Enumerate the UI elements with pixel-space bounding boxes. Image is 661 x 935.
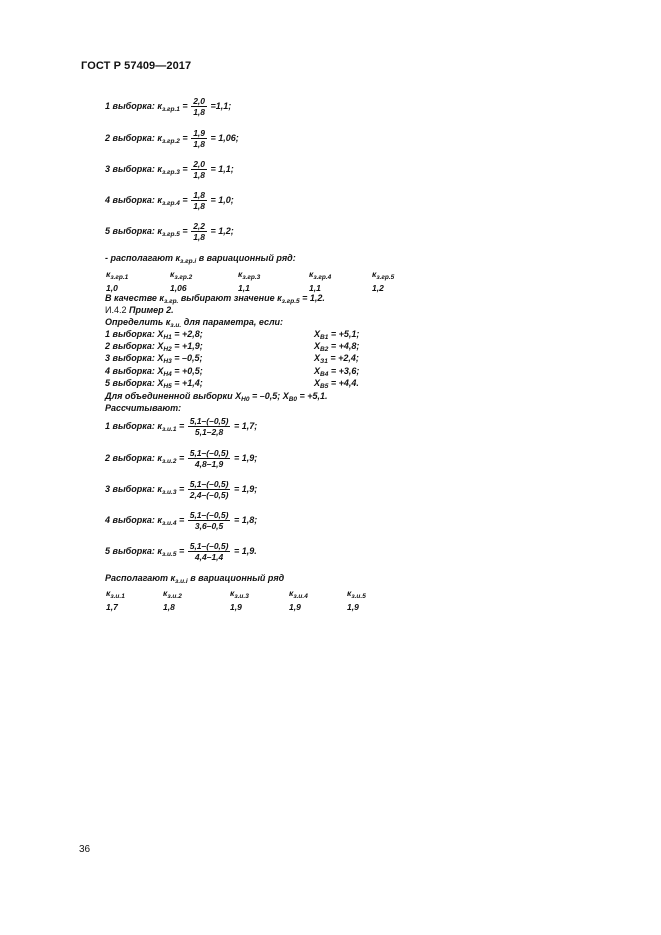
- kzgr-series-item: $к_{з.гр.4}$ 1,1: [309, 269, 332, 293]
- kzgr-series-item: $к_{з.гр.2}$ 1,06: [170, 269, 193, 293]
- kzi-series-item: $к_{з.и.2}$ 1,8: [163, 588, 182, 612]
- calc-label: Рассчитывают:: [105, 403, 182, 413]
- choice-line: В качестве $к_{з.гр.}$ выбирают значение $к_{з.гр.5} = 1,2$.: [105, 293, 325, 305]
- kzgr-series-item: $к_{з.гр.3}$ 1,1: [238, 269, 261, 293]
- kzgr-sample-1: 1 выборка: $к_{з.гр.1}$ = $\frac{2,0}{1,8}$ =1,1;: [105, 96, 232, 117]
- document-header: ГОСТ Р 57409—2017: [81, 60, 192, 72]
- fraction: $\frac{1,9}{1,8}$: [193, 128, 206, 149]
- kzgr-series-intro: - располагают $к_{з.гр.i}$ в вариационный ряд:: [105, 253, 296, 265]
- param-row-b: $X_{B5} = +4,4$.: [314, 378, 359, 390]
- param-row: 5 выборка: $X_{H5} = +1,4$;: [105, 378, 203, 390]
- kzgr-sample-2: 2 выборка: $к_{з.гр.2}$ = $\frac{1,9}{1,8}$ = 1,06;: [105, 128, 239, 149]
- kzi-series-intro: Располагают $к_{з.и.i}$ в вариационный ряд: [105, 573, 285, 585]
- fraction: $\frac{2,2}{1,8}$: [193, 221, 206, 242]
- page-number: 36: [79, 844, 91, 855]
- param-row: 2 выборка: $X_{H2} = +1,9$;: [105, 341, 203, 353]
- fraction: $\frac{1,8}{1,8}$: [193, 190, 206, 211]
- kzi-series-item: $к_{з.и.1}$ 1,7: [106, 588, 125, 612]
- kzi-series-item: $к_{з.и.5}$ 1,9: [347, 588, 366, 612]
- fraction: $\frac{5,1-(-0,5)}{4,4-1,4}$: [189, 541, 229, 562]
- param-row: 3 выборка: $X_{H3} = -0,5$;: [105, 353, 203, 365]
- kzgr-series-item: $к_{з.гр.5}$ 1,2: [372, 269, 395, 293]
- kzi-series-item: $к_{з.и.4}$ 1,9: [289, 588, 308, 612]
- param-row: 4 выборка: $X_{H4} = +0,5$;: [105, 366, 203, 378]
- kzi-sample-4: 4 выборка: $к_{з.и.4}$ = $\frac{5,1-(-0,5)}{3,6-0,5}$ = 1,8;: [105, 510, 258, 531]
- kzi-sample-5: 5 выборка: $к_{з.и.5}$ = $\frac{5,1-(-0,5)}{4,4-1,4}$ = 1,9.: [105, 541, 257, 562]
- kzgr-series-item: $к_{з.гр.1}$ 1,0: [106, 269, 129, 293]
- kzgr-sample-5: 5 выборка: $к_{з.гр.5}$ = $\frac{2,2}{1,8}$ = 1,2;: [105, 221, 234, 242]
- param-row: 1 выборка: $X_{H1} = +2,8$;: [105, 329, 203, 341]
- kzi-sample-2: 2 выборка: $к_{з.и.2}$ = $\frac{5,1-(-0,5)}{4,8-1,9}$ = 1,9;: [105, 448, 258, 469]
- kzi-sample-3: 3 выборка: $к_{з.и.3}$ = $\frac{5,1-(-0,5)}{2,4-(-0,5)}$ = 1,9;: [105, 479, 258, 500]
- param-row-b: $X_{B4} = +3,6$;: [314, 366, 360, 378]
- combined-line: Для объединенной выборки $X_{H0} = -0,5$; $X_{B0} = +5,1$.: [105, 391, 328, 403]
- kzi-series-item: $к_{з.и.3}$ 1,9: [230, 588, 249, 612]
- kzi-sample-1: 1 выборка: $к_{з.и.1}$ = $\frac{5,1-(-0,5)}{5,1-2,8}$ = 1,7;: [105, 416, 258, 437]
- fraction: $\frac{5,1-(-0,5)}{4,8-1,9}$: [189, 448, 229, 469]
- fraction: $\frac{2,0}{1,8}$: [193, 159, 206, 180]
- kzgr-sample-4: 4 выборка: $к_{з.гр.4}$ = $\frac{1,8}{1,8}$ = 1,0;: [105, 190, 234, 211]
- fraction: $\frac{5,1-(-0,5)}{3,6-0,5}$: [189, 510, 229, 531]
- define-line: Определить $к_{з.и.}$ для параметра, если:: [105, 317, 284, 329]
- fraction: $\frac{2,0}{1,8}$: [193, 96, 206, 117]
- param-row-b: $X_{B2} = +4,8$;: [314, 341, 360, 353]
- fraction: $\frac{5,1-(-0,5)}{2,4-(-0,5)}$: [189, 479, 229, 500]
- param-row-b: $X_{B1} = +5,1$;: [314, 329, 360, 341]
- param-row-b: $X_{З1} = +2,4$;: [314, 353, 359, 365]
- example-heading: И.4.2 Пример 2.: [105, 305, 174, 315]
- fraction: $\frac{5,1-(-0,5)}{5,1-2,8}$: [189, 416, 229, 437]
- kzgr-sample-3: 3 выборка: $к_{з.гр.3}$ = $\frac{2,0}{1,8}$ = 1,1;: [105, 159, 234, 180]
